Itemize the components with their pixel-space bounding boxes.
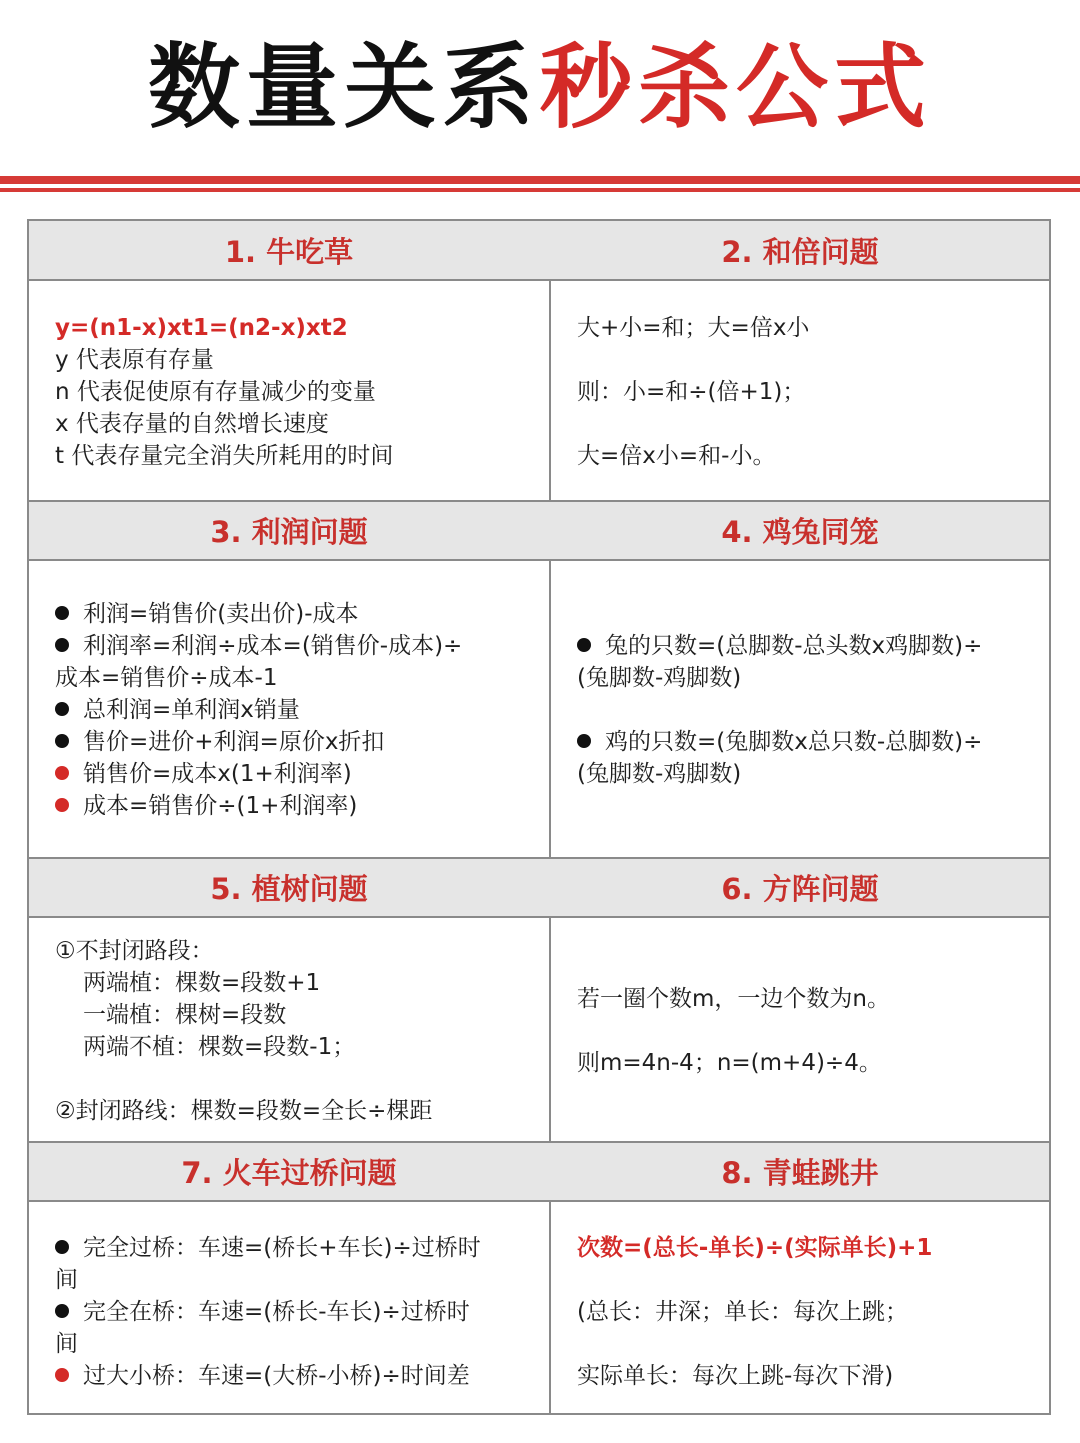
text-line: 两端植：棵数=段数+1 — [83, 970, 321, 996]
bullet-item: 完全在桥：车速=(桥长-车长)÷过桥时 — [55, 1296, 481, 1328]
title-red-part: 秒杀公式 — [540, 34, 933, 141]
section-body-sum-multiple — [577, 312, 809, 472]
text-line: (兔脚数-鸡脚数) — [577, 761, 742, 787]
row-header-2 — [29, 500, 1049, 561]
section-heading-train-bridge: 7. 火车过桥问题 — [181, 1156, 397, 1190]
text-line: ①不封闭路段： — [55, 938, 214, 964]
bullet-item: 兔的只数=(总脚数-总头数x鸡脚数)÷ — [577, 630, 982, 662]
section-heading-tree-planting: 5. 植树问题 — [210, 872, 368, 906]
column-divider — [549, 221, 551, 1413]
formula-frog-well: 次数=(总长-单长)÷(实际单长)+1 — [577, 1235, 933, 1261]
row-header-1 — [29, 221, 1049, 281]
section-body-profit — [55, 598, 462, 822]
red-bullet-dot-icon — [55, 798, 69, 812]
bullet-dot-icon — [55, 702, 69, 716]
bullet-item: 过大小桥：车速=(大桥-小桥)÷时间差 — [55, 1360, 481, 1392]
bullet-item: 完全过桥：车速=(桥长+车长)÷过桥时 — [55, 1232, 481, 1264]
red-bullet-dot-icon — [55, 766, 69, 780]
section-body-square-array — [577, 983, 890, 1079]
text-line: 实际单长：每次上跳-每次下滑) — [577, 1363, 894, 1389]
bullet-dot-icon — [55, 1304, 69, 1318]
row-header-3 — [29, 857, 1049, 918]
text-line: y 代表原有存量 — [55, 347, 214, 373]
text-line: 间 — [55, 1267, 78, 1293]
section-body-cow-grass — [55, 312, 393, 472]
text-line: 间 — [55, 1331, 78, 1357]
text-line: 一端植：棵树=段数 — [83, 1002, 287, 1028]
section-heading-profit: 3. 利润问题 — [210, 515, 368, 549]
bullet-item: 总利润=单利润x销量 — [55, 694, 462, 726]
formula-cow-grass: y=(n1-x)xt1=(n2-x)xt2 — [55, 315, 348, 341]
section-body-train-bridge — [55, 1232, 481, 1392]
section-heading-chicken-rabbit: 4. 鸡兔同笼 — [721, 515, 879, 549]
text-line: 大=倍x小=和-小。 — [577, 443, 776, 469]
section-body-frog-well — [577, 1232, 932, 1392]
section-body-chicken-rabbit — [577, 630, 982, 790]
text-line: t 代表存量完全消失所耗用的时间 — [55, 443, 394, 469]
text-line: (兔脚数-鸡脚数) — [577, 665, 742, 691]
bullet-dot-icon — [55, 638, 69, 652]
text-line: ②封闭路线：棵数=段数=全长÷棵距 — [55, 1098, 433, 1124]
bullet-dot-icon — [55, 734, 69, 748]
bullet-item: 利润率=利润÷成本=(销售价-成本)÷ — [55, 630, 462, 662]
text-line: 成本=销售价÷成本-1 — [55, 665, 278, 691]
bullet-item: 鸡的只数=(兔脚数x总只数-总脚数)÷ — [577, 726, 982, 758]
title-banner — [0, 0, 1080, 178]
formula-table — [27, 219, 1051, 1415]
section-heading-frog-well: 8. 青蛙跳井 — [721, 1156, 879, 1190]
text-line: (总长：井深；单长：每次上跳； — [577, 1299, 908, 1325]
text-line: 若一圈个数m，一边个数为n。 — [577, 986, 890, 1012]
text-line: 大+小=和；大=倍x小 — [577, 315, 810, 341]
bullet-item: 利润=销售价(卖出价)-成本 — [55, 598, 462, 630]
bullet-dot-icon — [55, 1240, 69, 1254]
title-black-part: 数量关系 — [147, 34, 540, 141]
title-rule-thick — [0, 176, 1080, 184]
text-line: 则：小=和÷(倍+1)； — [577, 379, 806, 405]
text-line: 两端不植：棵数=段数-1； — [83, 1034, 356, 1060]
page-title — [0, 28, 1080, 148]
section-body-tree-planting — [55, 935, 432, 1127]
text-line: 则m=4n-4；n=(m+4)÷4。 — [577, 1050, 882, 1076]
red-bullet-dot-icon — [55, 1368, 69, 1382]
title-rule-thin — [0, 188, 1080, 192]
bullet-item: 售价=进价+利润=原价x折扣 — [55, 726, 462, 758]
bullet-dot-icon — [55, 606, 69, 620]
section-heading-cow-grass: 1. 牛吃草 — [224, 234, 354, 269]
text-line: n 代表促使原有存量减少的变量 — [55, 379, 376, 405]
row-header-4 — [29, 1141, 1049, 1202]
section-heading-square-array: 6. 方阵问题 — [721, 872, 879, 906]
bullet-item: 销售价=成本x(1+利润率) — [55, 758, 462, 790]
bullet-dot-icon — [577, 638, 591, 652]
text-line: x 代表存量的自然增长速度 — [55, 411, 329, 437]
bullet-item: 成本=销售价÷(1+利润率) — [55, 790, 462, 822]
section-heading-sum-multiple: 2. 和倍问题 — [721, 234, 879, 269]
bullet-dot-icon — [577, 734, 591, 748]
